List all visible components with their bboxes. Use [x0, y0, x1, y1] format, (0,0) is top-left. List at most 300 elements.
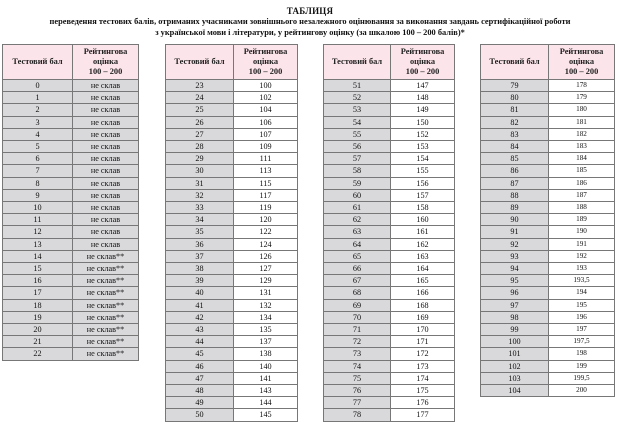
test-score-cell: 5	[3, 141, 73, 153]
rating-score-cell: не склав**	[73, 324, 139, 336]
rating-score-cell: не склав**	[73, 336, 139, 348]
table-row	[3, 238, 139, 250]
table-row	[324, 165, 455, 177]
test-score-cell: 11	[3, 214, 73, 226]
table-row	[481, 226, 615, 238]
test-score-cell: 102	[481, 360, 549, 372]
table-row	[166, 360, 298, 372]
test-score-cell: 35	[166, 226, 234, 238]
rating-score-cell: 185	[549, 165, 615, 177]
test-score-cell: 61	[324, 202, 391, 214]
table-row	[3, 165, 139, 177]
rating-score-cell: 186	[549, 177, 615, 189]
test-score-cell: 29	[166, 153, 234, 165]
test-score-cell: 41	[166, 299, 234, 311]
test-score-cell: 65	[324, 250, 391, 262]
table-row	[166, 214, 298, 226]
rating-score-cell: 129	[234, 275, 298, 287]
score-table-4	[480, 44, 615, 397]
rating-score-cell: не склав	[73, 165, 139, 177]
rating-score-cell: 188	[549, 202, 615, 214]
table-row	[481, 165, 615, 177]
table-row	[481, 287, 615, 299]
table-row	[324, 263, 455, 275]
test-score-cell: 24	[166, 92, 234, 104]
test-score-cell: 38	[166, 263, 234, 275]
table-row	[324, 238, 455, 250]
rating-score-cell: 122	[234, 226, 298, 238]
rating-score-cell: 143	[234, 385, 298, 397]
rating-score-cell: 113	[234, 165, 298, 177]
table-row	[324, 128, 455, 140]
test-score-cell: 62	[324, 214, 391, 226]
rating-score-cell: не склав	[73, 80, 139, 92]
table-row	[166, 311, 298, 323]
test-score-cell: 80	[481, 92, 549, 104]
rating-score-cell: 197	[549, 324, 615, 336]
test-score-cell: 50	[166, 409, 234, 421]
test-score-cell: 7	[3, 165, 73, 177]
test-score-cell: 67	[324, 275, 391, 287]
rating-score-cell: 120	[234, 214, 298, 226]
test-score-cell: 78	[324, 409, 391, 421]
rating-score-cell: 154	[391, 153, 455, 165]
rating-score-cell: не склав	[73, 92, 139, 104]
test-score-cell: 60	[324, 189, 391, 201]
table-row	[324, 214, 455, 226]
table-row	[166, 287, 298, 299]
table-row	[3, 104, 139, 116]
test-score-cell: 93	[481, 250, 549, 262]
table-row	[166, 250, 298, 262]
test-score-cell: 33	[166, 202, 234, 214]
rating-score-cell: 160	[391, 214, 455, 226]
test-score-cell: 18	[3, 299, 73, 311]
test-score-cell: 51	[324, 80, 391, 92]
test-score-cell: 34	[166, 214, 234, 226]
table-row	[324, 372, 455, 384]
table-row	[3, 287, 139, 299]
test-score-cell: 26	[166, 116, 234, 128]
table-row	[324, 275, 455, 287]
test-score-cell: 58	[324, 165, 391, 177]
rating-column-header: Рейтингова оцінка 100 – 200	[549, 45, 615, 80]
rating-score-cell: 149	[391, 104, 455, 116]
test-score-cell: 77	[324, 397, 391, 409]
rating-score-cell: 175	[391, 385, 455, 397]
rating-score-cell: 174	[391, 372, 455, 384]
rating-score-cell: 193,5	[549, 275, 615, 287]
test-score-cell: 4	[3, 128, 73, 140]
test-score-cell: 47	[166, 372, 234, 384]
test-score-cell: 3	[3, 116, 73, 128]
table-row	[3, 153, 139, 165]
rating-score-cell: 182	[549, 128, 615, 140]
test-score-cell: 44	[166, 336, 234, 348]
table-row	[3, 177, 139, 189]
rating-score-cell: 106	[234, 116, 298, 128]
rating-score-cell: 178	[549, 80, 615, 92]
table-row	[324, 92, 455, 104]
test-score-cell: 53	[324, 104, 391, 116]
rating-score-cell: не склав	[73, 116, 139, 128]
test-score-cell: 70	[324, 311, 391, 323]
rating-score-cell: 135	[234, 324, 298, 336]
test-score-cell: 22	[3, 348, 73, 360]
table-row	[481, 275, 615, 287]
table-row	[3, 226, 139, 238]
test-score-cell: 52	[324, 92, 391, 104]
table-row	[324, 409, 455, 421]
rating-score-cell: 100	[234, 80, 298, 92]
table-row	[3, 348, 139, 360]
table-row	[3, 263, 139, 275]
table-row	[481, 189, 615, 201]
test-score-cell: 69	[324, 299, 391, 311]
test-score-cell: 84	[481, 141, 549, 153]
rating-score-cell: 199	[549, 360, 615, 372]
rating-score-cell: 161	[391, 226, 455, 238]
test-score-cell: 63	[324, 226, 391, 238]
rating-score-cell: 183	[549, 141, 615, 153]
table-row	[324, 177, 455, 189]
table-row	[481, 177, 615, 189]
test-score-cell: 79	[481, 80, 549, 92]
rating-score-cell: 158	[391, 202, 455, 214]
test-score-cell: 43	[166, 324, 234, 336]
table-row	[481, 128, 615, 140]
score-table-1	[2, 44, 139, 361]
test-score-cell: 19	[3, 311, 73, 323]
rating-column-header: Рейтингова оцінка 100 – 200	[234, 45, 298, 80]
table-row	[481, 324, 615, 336]
table-row	[166, 409, 298, 421]
table-row	[166, 275, 298, 287]
test-score-cell: 30	[166, 165, 234, 177]
table-row	[3, 214, 139, 226]
rating-score-cell: 124	[234, 238, 298, 250]
table-row	[324, 226, 455, 238]
rating-score-cell: 145	[234, 409, 298, 421]
test-score-cell: 42	[166, 311, 234, 323]
table-row	[166, 177, 298, 189]
rating-score-cell: 132	[234, 299, 298, 311]
rating-score-cell: 150	[391, 116, 455, 128]
rating-score-cell: 156	[391, 177, 455, 189]
rating-score-cell: не склав**	[73, 275, 139, 287]
test-score-cell: 48	[166, 385, 234, 397]
rating-score-cell: 164	[391, 263, 455, 275]
table-row	[3, 116, 139, 128]
rating-score-cell: 140	[234, 360, 298, 372]
table-row	[166, 104, 298, 116]
test-score-cell: 54	[324, 116, 391, 128]
table-row	[166, 385, 298, 397]
rating-score-cell: 137	[234, 336, 298, 348]
table-row	[166, 116, 298, 128]
test-score-cell: 55	[324, 128, 391, 140]
table-row	[3, 324, 139, 336]
rating-score-cell: 155	[391, 165, 455, 177]
test-score-cell: 99	[481, 324, 549, 336]
rating-score-cell: 172	[391, 348, 455, 360]
rating-score-cell: 165	[391, 275, 455, 287]
rating-score-cell: 187	[549, 189, 615, 201]
rating-score-cell: 111	[234, 153, 298, 165]
rating-score-cell: 180	[549, 104, 615, 116]
table-row	[481, 153, 615, 165]
test-score-cell: 97	[481, 299, 549, 311]
table-row	[166, 372, 298, 384]
table-row	[481, 238, 615, 250]
test-score-cell: 89	[481, 202, 549, 214]
table-row	[324, 324, 455, 336]
test-score-cell: 73	[324, 348, 391, 360]
rating-score-cell: 173	[391, 360, 455, 372]
rating-score-cell: 170	[391, 324, 455, 336]
table-row	[324, 348, 455, 360]
test-score-cell: 15	[3, 263, 73, 275]
rating-score-cell: 193	[549, 263, 615, 275]
table-row	[324, 287, 455, 299]
rating-score-cell: 115	[234, 177, 298, 189]
rating-score-cell: 117	[234, 189, 298, 201]
table-row	[324, 116, 455, 128]
test-score-cell: 37	[166, 250, 234, 262]
table-row	[166, 165, 298, 177]
table-row	[166, 92, 298, 104]
rating-score-cell: 102	[234, 92, 298, 104]
test-score-cell: 27	[166, 128, 234, 140]
table-row	[324, 397, 455, 409]
test-score-cell: 75	[324, 372, 391, 384]
rating-score-cell: 109	[234, 141, 298, 153]
rating-score-cell: 152	[391, 128, 455, 140]
score-column-header: Тестовий бал	[3, 45, 73, 80]
table-row	[3, 141, 139, 153]
table-row	[481, 202, 615, 214]
table-row	[481, 141, 615, 153]
test-score-cell: 39	[166, 275, 234, 287]
document-subtitle-line2: з української мови і літератури, у рейтингову оцінку (за шкалою 100 – 200 балів)*	[155, 27, 465, 37]
table-row	[481, 299, 615, 311]
table-row	[324, 385, 455, 397]
test-score-cell: 56	[324, 141, 391, 153]
test-score-cell: 6	[3, 153, 73, 165]
test-score-cell: 49	[166, 397, 234, 409]
rating-score-cell: 153	[391, 141, 455, 153]
rating-score-cell: 119	[234, 202, 298, 214]
test-score-cell: 82	[481, 116, 549, 128]
test-score-cell: 101	[481, 348, 549, 360]
test-score-cell: 103	[481, 372, 549, 384]
rating-score-cell: 147	[391, 80, 455, 92]
table-row	[3, 311, 139, 323]
table-row	[166, 324, 298, 336]
rating-score-cell: не склав	[73, 189, 139, 201]
rating-score-cell: не склав	[73, 153, 139, 165]
table-row	[3, 250, 139, 262]
test-score-cell: 23	[166, 80, 234, 92]
table-row	[166, 153, 298, 165]
document-subtitle-line1: переведення тестових балів, отриманих учасниками зовнішнього незалежного оцінювання за виконання завдань сертифікаційної роботи	[49, 17, 571, 27]
rating-score-cell: 194	[549, 287, 615, 299]
test-score-cell: 64	[324, 238, 391, 250]
score-table-3	[323, 44, 455, 422]
rating-score-cell: не склав	[73, 238, 139, 250]
rating-score-cell: 184	[549, 153, 615, 165]
rating-score-cell: не склав	[73, 128, 139, 140]
score-column-header: Тестовий бал	[481, 45, 549, 80]
table-row	[3, 92, 139, 104]
table-row	[3, 80, 139, 92]
rating-score-cell: 104	[234, 104, 298, 116]
rating-score-cell: не склав	[73, 104, 139, 116]
rating-score-cell: 198	[549, 348, 615, 360]
test-score-cell: 94	[481, 263, 549, 275]
table-row	[324, 336, 455, 348]
table-row	[324, 250, 455, 262]
test-score-cell: 83	[481, 128, 549, 140]
table-row	[481, 250, 615, 262]
rating-score-cell: не склав**	[73, 311, 139, 323]
table-row	[166, 128, 298, 140]
table-row	[3, 275, 139, 287]
table-row	[166, 226, 298, 238]
test-score-cell: 17	[3, 287, 73, 299]
table-row	[166, 80, 298, 92]
test-score-cell: 9	[3, 189, 73, 201]
table-row	[3, 299, 139, 311]
rating-score-cell: не склав**	[73, 263, 139, 275]
test-score-cell: 90	[481, 214, 549, 226]
table-row	[3, 189, 139, 201]
table-row	[481, 336, 615, 348]
rating-score-cell: 134	[234, 311, 298, 323]
test-score-cell: 71	[324, 324, 391, 336]
test-score-cell: 0	[3, 80, 73, 92]
table-row	[324, 104, 455, 116]
rating-score-cell: 197,5	[549, 336, 615, 348]
test-score-cell: 13	[3, 238, 73, 250]
rating-score-cell: 141	[234, 372, 298, 384]
table-row	[324, 311, 455, 323]
rating-score-cell: 179	[549, 92, 615, 104]
score-table-2	[165, 44, 298, 422]
test-score-cell: 57	[324, 153, 391, 165]
test-score-cell: 10	[3, 202, 73, 214]
table-row	[324, 202, 455, 214]
rating-score-cell: 195	[549, 299, 615, 311]
table-row	[481, 263, 615, 275]
test-score-cell: 68	[324, 287, 391, 299]
test-score-cell: 86	[481, 165, 549, 177]
test-score-cell: 85	[481, 153, 549, 165]
rating-score-cell: не склав**	[73, 250, 139, 262]
test-score-cell: 12	[3, 226, 73, 238]
table-row	[481, 372, 615, 384]
test-score-cell: 32	[166, 189, 234, 201]
rating-score-cell: 138	[234, 348, 298, 360]
rating-score-cell: 127	[234, 263, 298, 275]
test-score-cell: 16	[3, 275, 73, 287]
table-row	[324, 360, 455, 372]
test-score-cell: 95	[481, 275, 549, 287]
rating-score-cell: 191	[549, 238, 615, 250]
table-row	[166, 263, 298, 275]
rating-score-cell: 189	[549, 214, 615, 226]
test-score-cell: 88	[481, 189, 549, 201]
rating-score-cell: 200	[549, 385, 615, 397]
test-score-cell: 92	[481, 238, 549, 250]
test-score-cell: 98	[481, 311, 549, 323]
rating-score-cell: 157	[391, 189, 455, 201]
test-score-cell: 46	[166, 360, 234, 372]
test-score-cell: 1	[3, 92, 73, 104]
test-score-cell: 72	[324, 336, 391, 348]
rating-score-cell: не склав**	[73, 299, 139, 311]
table-row	[324, 80, 455, 92]
table-row	[3, 128, 139, 140]
test-score-cell: 96	[481, 287, 549, 299]
test-score-cell: 59	[324, 177, 391, 189]
table-row	[3, 202, 139, 214]
rating-score-cell: не склав**	[73, 348, 139, 360]
rating-score-cell: 168	[391, 299, 455, 311]
rating-score-cell: 199,5	[549, 372, 615, 384]
table-row	[481, 104, 615, 116]
test-score-cell: 76	[324, 385, 391, 397]
test-score-cell: 20	[3, 324, 73, 336]
table-row	[481, 214, 615, 226]
rating-score-cell: 177	[391, 409, 455, 421]
test-score-cell: 45	[166, 348, 234, 360]
test-score-cell: 104	[481, 385, 549, 397]
rating-score-cell: 166	[391, 287, 455, 299]
table-row	[481, 80, 615, 92]
table-row	[166, 238, 298, 250]
test-score-cell: 21	[3, 336, 73, 348]
test-score-cell: 14	[3, 250, 73, 262]
table-row	[324, 299, 455, 311]
rating-score-cell: не склав	[73, 141, 139, 153]
rating-score-cell: 181	[549, 116, 615, 128]
table-row	[481, 385, 615, 397]
rating-score-cell: 163	[391, 250, 455, 262]
test-score-cell: 87	[481, 177, 549, 189]
test-score-cell: 8	[3, 177, 73, 189]
table-row	[166, 348, 298, 360]
test-score-cell: 31	[166, 177, 234, 189]
rating-score-cell: 192	[549, 250, 615, 262]
test-score-cell: 40	[166, 287, 234, 299]
document-title: ТАБЛИЦЯ	[286, 6, 334, 16]
table-row	[324, 189, 455, 201]
rating-score-cell: 171	[391, 336, 455, 348]
table-row	[166, 202, 298, 214]
table-row	[481, 116, 615, 128]
rating-score-cell: не склав	[73, 214, 139, 226]
rating-score-cell: 144	[234, 397, 298, 409]
rating-score-cell: 162	[391, 238, 455, 250]
rating-score-cell: 196	[549, 311, 615, 323]
table-row	[166, 397, 298, 409]
rating-column-header: Рейтингова оцінка 100 – 200	[73, 45, 139, 80]
rating-score-cell: не склав**	[73, 287, 139, 299]
table-row	[166, 141, 298, 153]
table-row	[324, 141, 455, 153]
test-score-cell: 28	[166, 141, 234, 153]
